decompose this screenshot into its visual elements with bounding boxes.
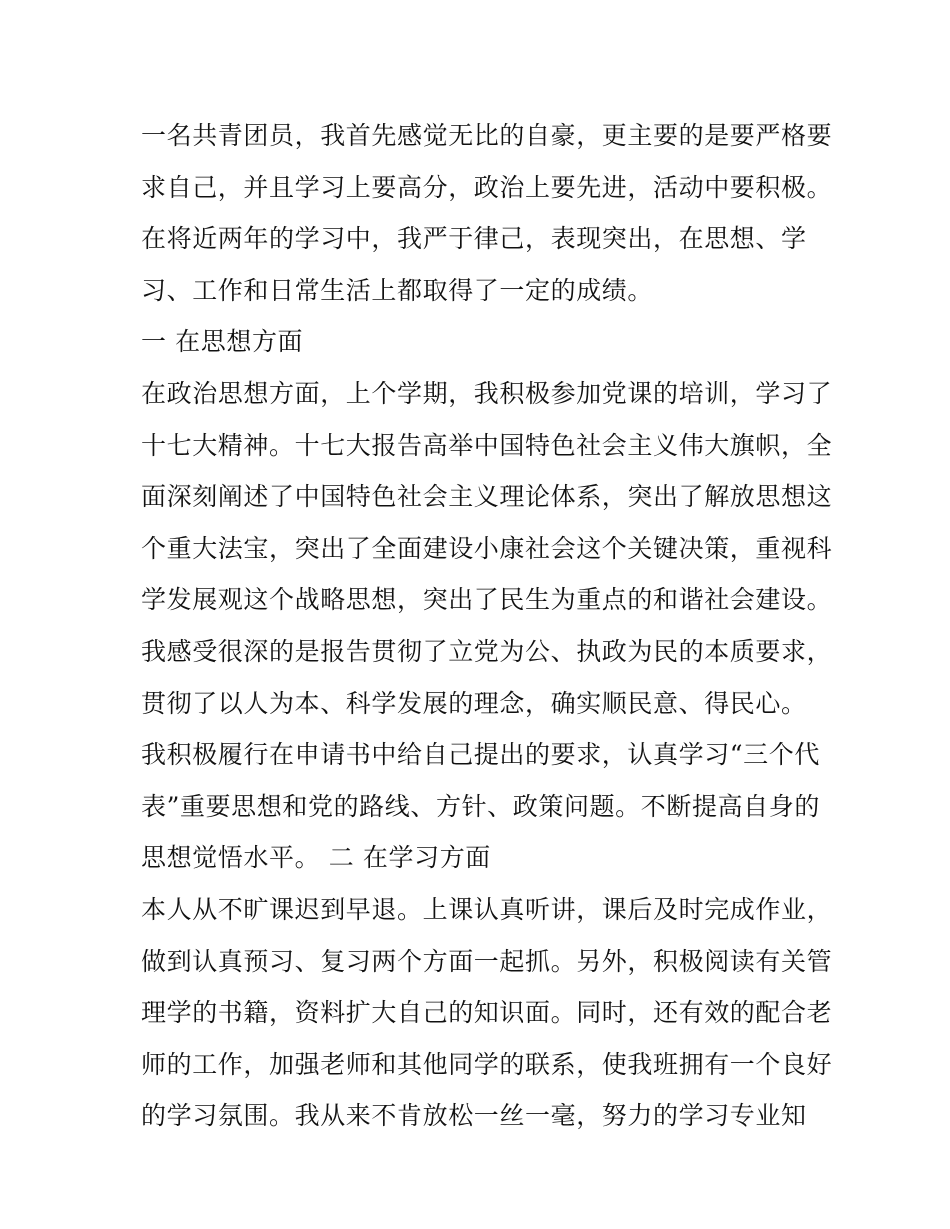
section-heading-study: 思想觉悟水平。 二 在学习方面 bbox=[141, 843, 491, 873]
text-line: 在将近两年的学习中，我严于律己，表现突出，在思想、学 bbox=[141, 224, 807, 254]
text-line: 一名共青团员，我首先感觉无比的自豪，更主要的是要严格要 bbox=[141, 121, 833, 150]
document-body bbox=[141, 110, 833, 1142]
text-line: 贯彻了以人为本、科学发展的理念，确实顺民意、得民心。 bbox=[141, 688, 807, 718]
text-line: 学发展观这个战略思想，突出了民生为重点的和谐社会建设。 bbox=[141, 585, 833, 615]
text-line: 表”重要思想和党的路线、方针、政策问题。不断提高自身的 bbox=[141, 791, 820, 821]
text-line: 求自己，并且学习上要高分，政治上要先进，活动中要积极。 bbox=[141, 172, 833, 202]
text-line: 十七大精神。十七大报告高举中国特色社会主义伟大旗帜，全 bbox=[141, 430, 833, 460]
text-line: 我感受很深的是报告贯彻了立党为公、执政为民的本质要求， bbox=[141, 636, 833, 666]
text-line: 的学习氛围。我从来不肯放松一丝一毫，努力的学习专业知 bbox=[141, 1101, 807, 1131]
text-line: 做到认真预习、复习两个方面一起抓。另外，积极阅读有关管 bbox=[141, 946, 833, 976]
section-heading-thought: 一 在思想方面 bbox=[141, 327, 304, 357]
text-line: 师的工作，加强老师和其他同学的联系，使我班拥有一个良好 bbox=[141, 1049, 833, 1079]
text-line: 个重大法宝，突出了全面建设小康社会这个关键决策，重视科 bbox=[141, 533, 833, 563]
text-line: 在政治思想方面，上个学期，我积极参加党课的培训，学习了 bbox=[141, 378, 833, 408]
text-line: 本人从不旷课迟到早退。上课认真听讲，课后及时完成作业， bbox=[141, 894, 833, 924]
text-line: 我积极履行在申请书中给自己提出的要求，认真学习“三个代 bbox=[141, 740, 820, 770]
text-line: 理学的书籍，资料扩大自己的知识面。同时，还有效的配合老 bbox=[141, 998, 833, 1028]
text-line: 面深刻阐述了中国特色社会主义理论体系，突出了解放思想这 bbox=[141, 482, 833, 512]
text-line: 习、工作和日常生活上都取得了一定的成绩。 bbox=[141, 275, 654, 305]
